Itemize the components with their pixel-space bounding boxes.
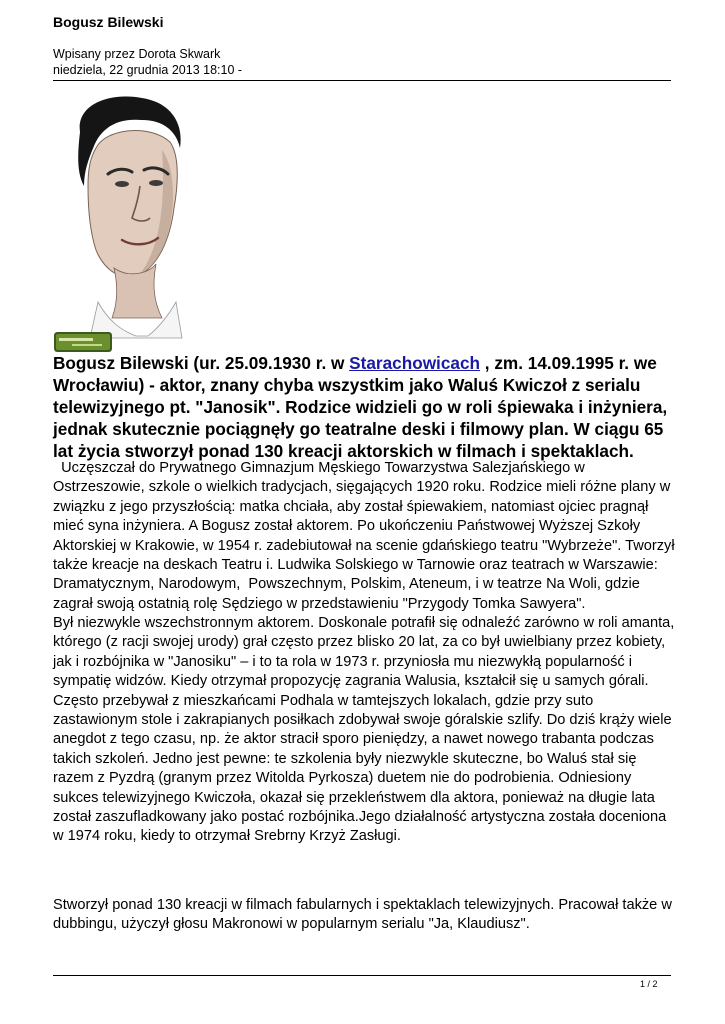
- site-logo: [54, 332, 112, 352]
- page-title: Bogusz Bilewski: [53, 14, 164, 30]
- header-divider: [53, 80, 671, 81]
- article-meta: [53, 46, 242, 78]
- lead-text-start: Bogusz Bilewski (ur. 25.09.1930 r. w: [53, 353, 350, 373]
- page-number: 1 / 2: [640, 979, 658, 989]
- paragraph-filmography: Stworzył ponad 130 kreacji w filmach fabularnych i spektaklach telewizyjnych. Pracował także w dubbingu, użyczył głosu Makronowi w popularnym serialu "Ja, Klaudiusz".: [53, 897, 672, 933]
- paragraph-career: Był niezwykle wszechstronnym aktorem. Doskonale potrafił się odnaleźć zarówno w roli amanta, którego (z racji swojej urody) grał często przez blisko 20 lat, za co był uwielbiany przez kobiety, jak i rozbójnika w "Janosiku" – i to ta rola w 1973 r. przyniosła mu niezwykłą popularność i sympatię widzów. Kiedy otrzymał propozycję zagrania Walusia, kształcił się u samych górali. Często przebywał z mieszkańcami Podhala w tamtejszych lokalach, gdzie przy suto zastawionym stole i zakrapianych posiłkach zdobywał swoje góralskie szlify. Do dziś krąży wiele anegdot z tego czasu, np. że aktor stracił sporo pieniędzy, a nawet nowego trabanta podczas takich szkoleń. Jedno jest pewne: te szkolenia były niezwykle skuteczne, bo Waluś stał się razem z Pyzdrą (granym przez Witolda Pyrkosza) duetem nie do podrobienia. Odniesiony sukces telewizyjnego Kwiczoła, okazał się przekleństwem dla aktora, ponieważ na długie lata został zaszufladkowany jako postać rozbójnika.Jego działalność artystyczna została doceniona w 1974 roku, kiedy to otrzymał Srebrny Krzyż Zasługi.: [53, 615, 675, 845]
- portrait-drawing: [58, 90, 198, 340]
- date-line: niedziela, 22 grudnia 2013 18:10 -: [53, 63, 243, 77]
- paragraph-education: Uczęszczał do Prywatnego Gimnazjum Męskiego Towarzystwa Salezjańskiego w Ostrzeszowie, szkole o wielkich tradycjach, sięgających 1920 roku. Rodzice mieli różne plany w związku z jego przyszłością: matka chciała, aby został śpiewakiem, natomiast ojciec pragnął mieć syna inżyniera. A Bogusz został aktorem. Po ukończeniu Państwowej Wyższej Szkoły Aktorskiej w Krakowie, w 1954 r. zadebiutował na scenie gdańskiego teatru "Wybrzeże". Tworzył także kreacje na deskach Teatru i. Ludwika Solskiego w Tarnowie oraz teatrach w Warszawie: Dramatycznym, Narodowym, Powszechnym, Polskim, Ateneum, i w teatrze Na Woli, gdzie zagrał swoją ostatnią rolę Sędziego w przedstawieniu "Przygody Tomka Sawyera".: [53, 460, 679, 612]
- lead-text-end: , zm. 14.09.1995 r. we Wrocławiu) - aktor, znany chyba wszystkim jako Waluś Kwiczoł z serialu telewizyjnego pt. "Janosik". Rodzice widzieli go w roli śpiewaka i inżyniera, jednak skutecznie pociągnęły go teatralne deski i filmowy plan. W ciągu 65 lat życia stworzył ponad 130 kreacji aktorskich w filmach i spektaklach.: [53, 353, 668, 461]
- footer-divider: [53, 975, 671, 976]
- article-lead: [53, 352, 678, 462]
- author-line: Wpisany przez Dorota Skwark: [53, 47, 221, 61]
- starachowice-link[interactable]: Starachowicach: [349, 353, 481, 373]
